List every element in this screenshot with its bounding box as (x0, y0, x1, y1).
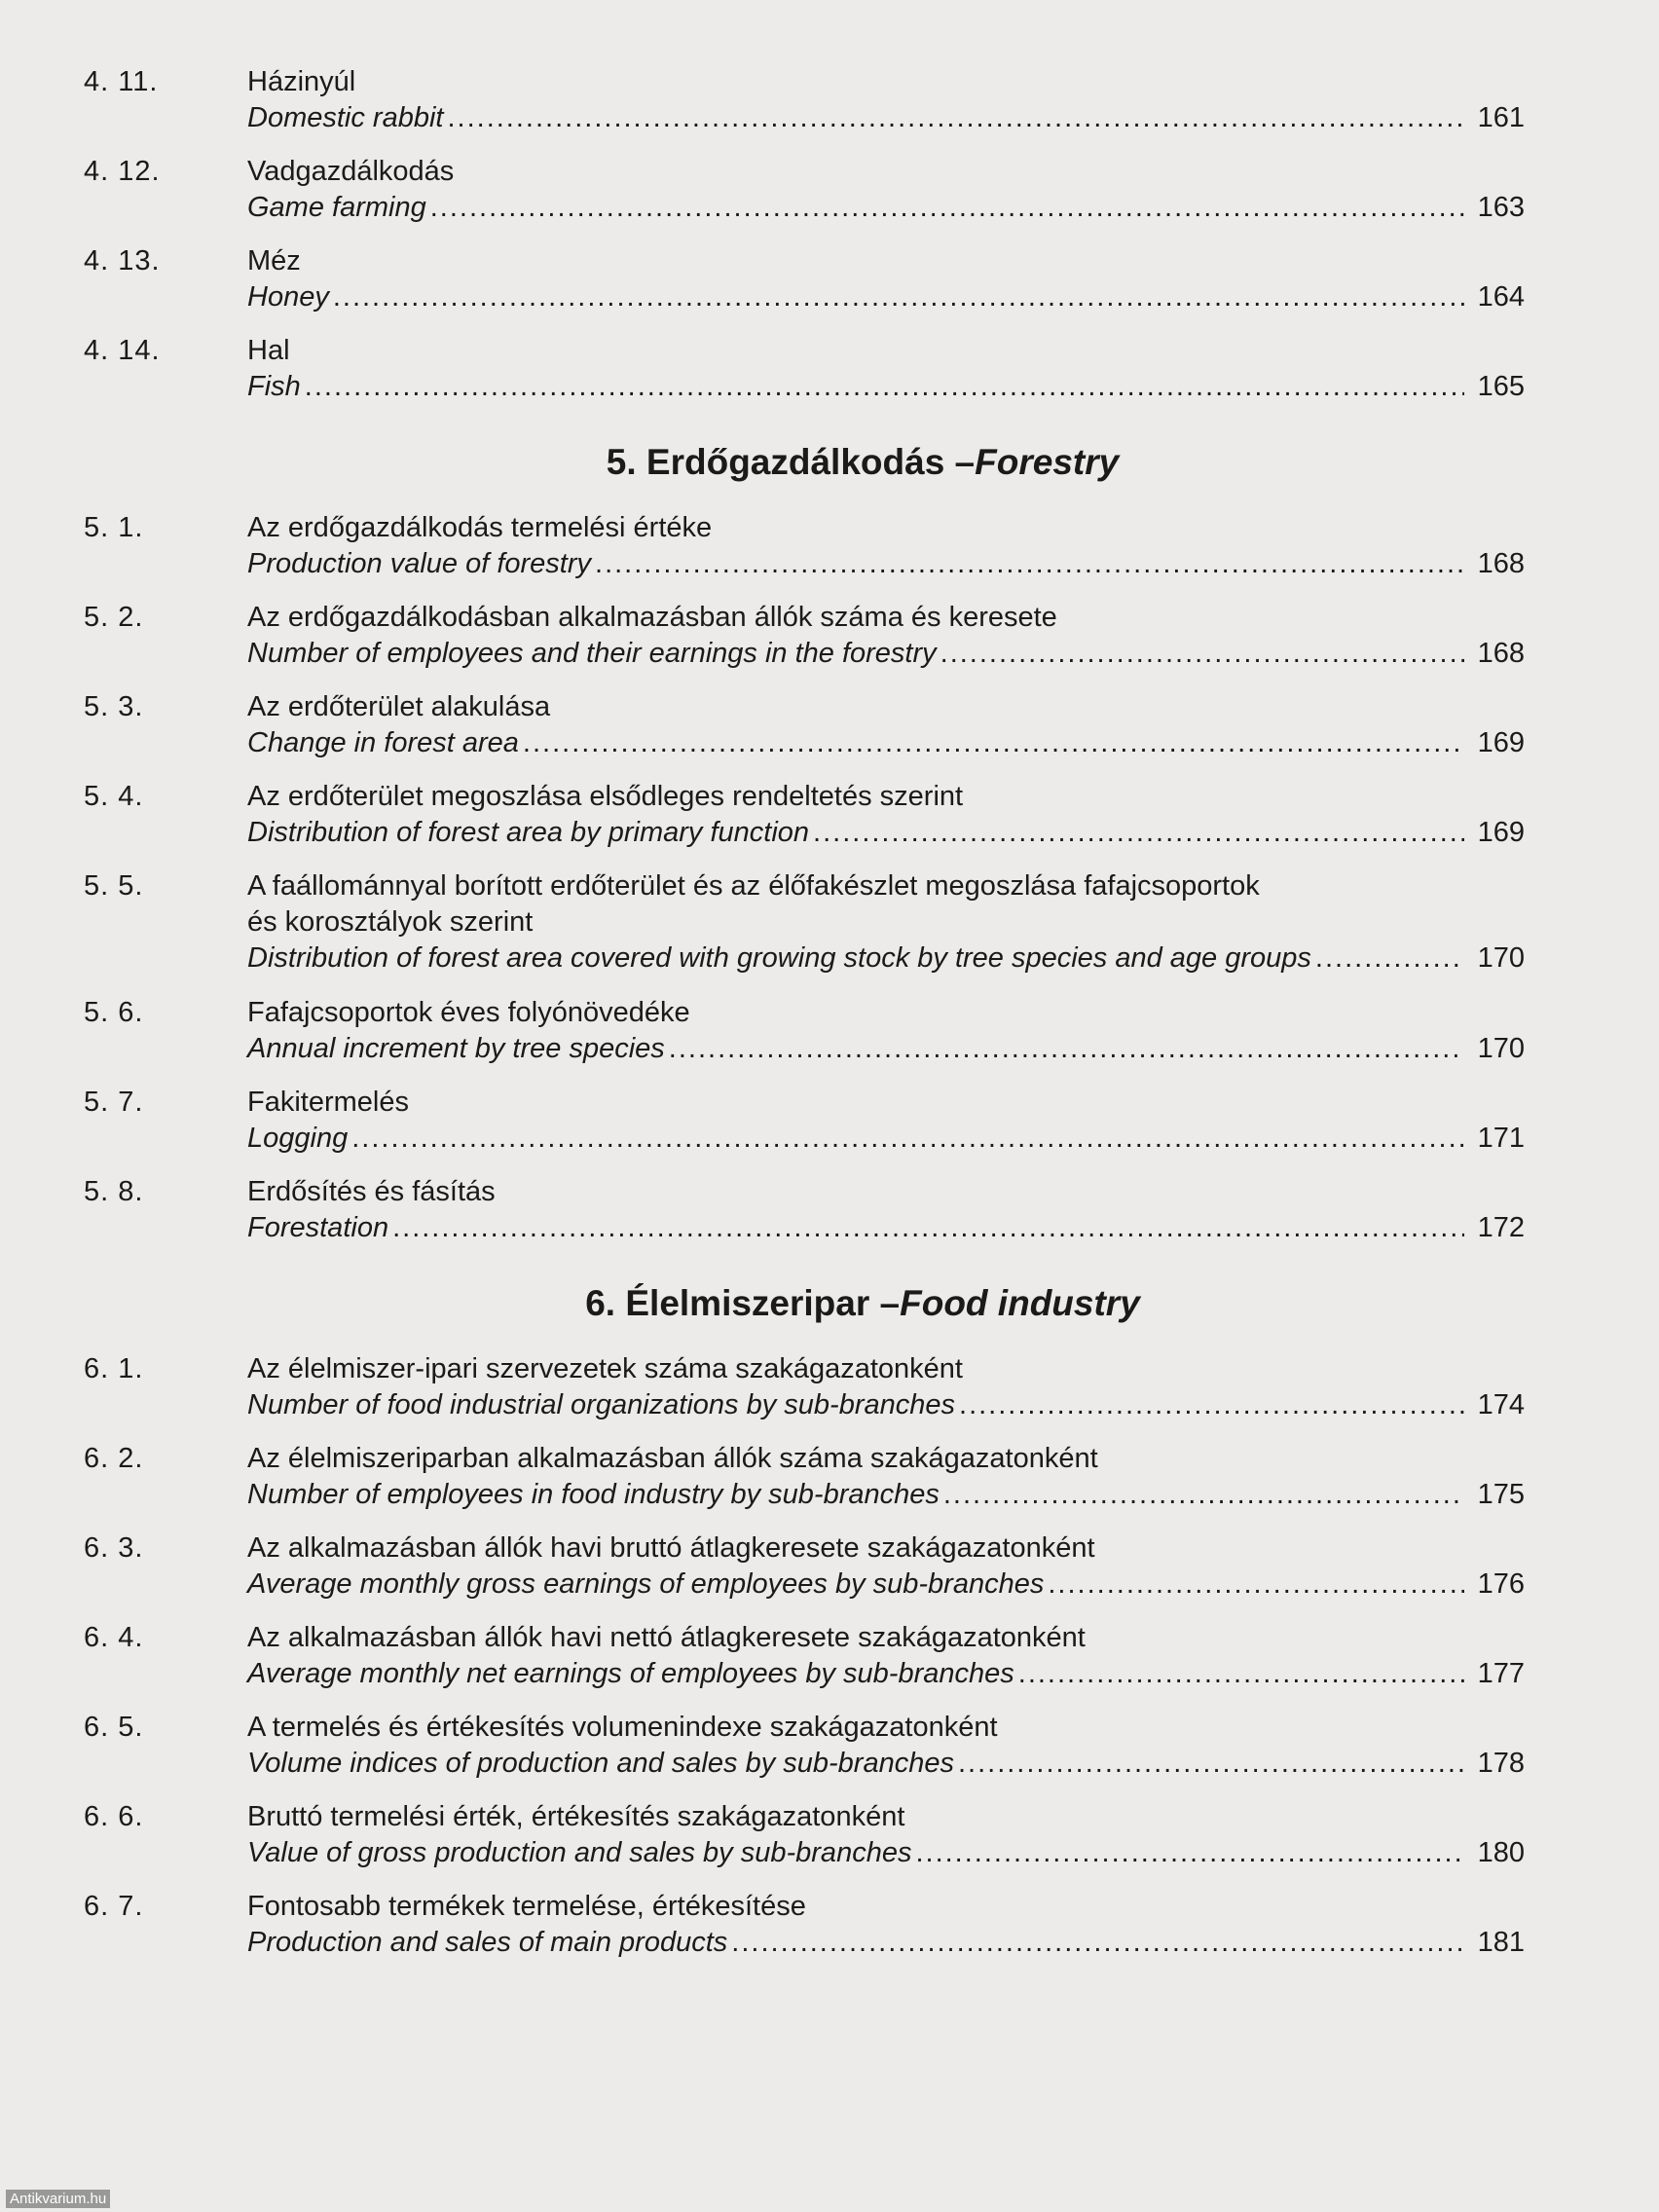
entry-text (247, 1441, 1525, 1513)
entry-title-hu: Az élelmiszeriparban alkalmazásban állók száma szakágazatonként (247, 1443, 1098, 1474)
entry-number: 5. 2. (84, 602, 144, 633)
toc-entry (84, 329, 1525, 419)
entry-title-en-row (247, 1210, 1525, 1246)
entry-title-hu: Az erdőgazdálkodás termelési értéke (247, 512, 713, 543)
leader-dots (1315, 940, 1464, 977)
entry-title-hu: Méz (247, 245, 301, 276)
entry-page-number: 170 (1477, 1033, 1525, 1064)
entry-number: 4. 13. (84, 245, 161, 276)
entry-text (247, 1710, 1525, 1782)
leader-dots (333, 279, 1464, 315)
entry-title-en-row (247, 1567, 1525, 1603)
entry-number: 4. 14. (84, 335, 161, 366)
section-prefix: 6. Élelmiszeripar – (585, 1283, 901, 1323)
leader-dots (958, 1746, 1464, 1782)
entry-title-en: Domestic rabbit (247, 102, 444, 133)
entry-title-en-row (247, 100, 1525, 136)
entry-title-en-row (247, 725, 1525, 761)
entry-title-en-row (247, 190, 1525, 226)
entry-title-hu: Fontosabb termékek termelése, értékesítése (247, 1891, 806, 1922)
entry-page-number: 171 (1477, 1123, 1525, 1154)
toc-entry (84, 1347, 1525, 1437)
entry-number: 6. 5. (84, 1712, 144, 1743)
toc-entry (84, 1616, 1525, 1706)
entry-text (247, 243, 1525, 315)
entry-title-hu: Az alkalmazásban állók havi bruttó átlagkeresete szakágazatonként (247, 1532, 1095, 1564)
entry-title-en: Number of food industrial organizations by sub-branches (247, 1389, 956, 1420)
entry-title-en-row (247, 1387, 1525, 1423)
leader-dots (940, 636, 1464, 672)
toc-entry (84, 1170, 1525, 1260)
toc-entry (84, 150, 1525, 240)
leader-dots (595, 546, 1464, 582)
leader-dots (915, 1835, 1464, 1871)
entry-number: 5. 4. (84, 781, 144, 812)
entry-number: 5. 8. (84, 1176, 144, 1207)
entry-number: 4. 12. (84, 156, 161, 187)
entry-text (247, 600, 1525, 672)
table-of-contents (84, 60, 1525, 1974)
entry-text (247, 333, 1525, 405)
entry-title-hu: Az erdőterület megoszlása elsődleges rendeltetés szerint (247, 781, 964, 812)
entry-group-5 (84, 506, 1525, 1260)
entry-title-en: Distribution of forest area by primary function (247, 817, 810, 848)
entry-text (247, 1530, 1525, 1603)
entry-text (247, 868, 1525, 977)
entry-text (247, 1174, 1525, 1246)
leader-dots (731, 1925, 1464, 1961)
section-heading-food-industry (84, 1260, 1525, 1347)
entry-page-number: 175 (1477, 1479, 1525, 1510)
entry-page-number: 164 (1477, 281, 1525, 313)
leader-dots (959, 1387, 1464, 1423)
entry-page-number: 178 (1477, 1748, 1525, 1779)
entry-title-hu: Az élelmiszer-ipari szervezetek száma szakágazatonként (247, 1353, 963, 1384)
entry-title-en-row (247, 369, 1525, 405)
section-heading-forestry (84, 419, 1525, 506)
entry-number: 5. 7. (84, 1087, 144, 1118)
toc-entry (84, 685, 1525, 775)
entry-page-number: 177 (1477, 1658, 1525, 1689)
leader-dots (669, 1031, 1464, 1067)
toc-entry (84, 1795, 1525, 1885)
toc-entry (84, 1437, 1525, 1527)
entry-title-en-row (247, 1031, 1525, 1067)
entry-text (247, 510, 1525, 582)
entry-title-en-row (247, 546, 1525, 582)
entry-page-number: 169 (1477, 817, 1525, 848)
leader-dots (351, 1121, 1464, 1157)
entry-title-hu: Az erdőterület alakulása (247, 691, 551, 722)
entry-title-en: Logging (247, 1123, 349, 1154)
entry-title-en-row (247, 1656, 1525, 1692)
entry-page-number: 165 (1477, 371, 1525, 402)
entry-title-en-row (247, 940, 1525, 977)
entry-number: 6. 6. (84, 1801, 144, 1832)
entry-title-en: Production value of forestry (247, 548, 592, 579)
leader-dots (430, 190, 1464, 226)
entry-page-number: 170 (1477, 942, 1525, 974)
toc-entry (84, 240, 1525, 329)
leader-dots (447, 100, 1464, 136)
entry-title-en: Value of gross production and sales by sub-branches (247, 1837, 912, 1868)
entry-title-hu: Bruttó termelési érték, értékesítés szakágazatonként (247, 1801, 905, 1832)
entry-number: 5. 3. (84, 691, 144, 722)
entry-group-6 (84, 1347, 1525, 1974)
toc-entry (84, 1706, 1525, 1795)
leader-dots (1048, 1567, 1464, 1603)
entry-title-hu: Hal (247, 335, 290, 366)
entry-number: 6. 4. (84, 1622, 144, 1653)
entry-number: 5. 5. (84, 870, 144, 902)
entry-title-en-row (247, 1746, 1525, 1782)
entry-title-en: Honey (247, 281, 329, 313)
entry-text (247, 689, 1525, 761)
entry-title-en: Average monthly gross earnings of employees by sub-branches (247, 1568, 1045, 1600)
entry-title-en: Production and sales of main products (247, 1927, 728, 1958)
entry-title-en: Number of employees and their earnings in the forestry (247, 638, 937, 669)
entry-page-number: 169 (1477, 727, 1525, 758)
entry-text (247, 64, 1525, 136)
entry-text (247, 1085, 1525, 1157)
entry-page-number: 168 (1477, 638, 1525, 669)
section-prefix: 5. Erdőgazdálkodás – (606, 442, 976, 482)
entry-title-en: Fish (247, 371, 301, 402)
entry-text (247, 1799, 1525, 1871)
entry-number: 5. 1. (84, 512, 144, 543)
entry-number: 6. 1. (84, 1353, 144, 1384)
section-title-en: Food industry (900, 1283, 1140, 1323)
entry-page-number: 181 (1477, 1927, 1525, 1958)
section-title-en: Forestry (975, 442, 1120, 482)
toc-entry (84, 506, 1525, 596)
entry-title-en: Change in forest area (247, 727, 519, 758)
toc-entry (84, 60, 1525, 150)
entry-page-number: 168 (1477, 548, 1525, 579)
entry-text (247, 995, 1525, 1067)
entry-title-en-row (247, 1121, 1525, 1157)
entry-group-4 (84, 60, 1525, 419)
entry-title-hu: A termelés és értékesítés volumenindexe szakágazatonként (247, 1712, 998, 1743)
entry-number: 4. 11. (84, 66, 159, 97)
entry-title-en: Game farming (247, 192, 426, 223)
toc-entry (84, 596, 1525, 685)
entry-title-hu: Erdősítés és fásítás (247, 1176, 496, 1207)
entry-page-number: 163 (1477, 192, 1525, 223)
entry-page-number: 174 (1477, 1389, 1525, 1420)
entry-text (247, 1351, 1525, 1423)
leader-dots (523, 725, 1464, 761)
leader-dots (305, 369, 1464, 405)
entry-title-hu: A faállománnyal borított erdőterület és az élőfakészlet megoszlása fafajcsoportok (247, 870, 1260, 902)
entry-title-en: Volume indices of production and sales by sub-branches (247, 1748, 954, 1779)
entry-page-number: 172 (1477, 1212, 1525, 1243)
leader-dots (1018, 1656, 1464, 1692)
toc-entry (84, 1885, 1525, 1974)
entry-title-en-row (247, 279, 1525, 315)
toc-entry (84, 991, 1525, 1081)
entry-title-en: Annual increment by tree species (247, 1033, 665, 1064)
watermark: Antikvarium.hu (6, 2190, 110, 2208)
entry-title-en: Forestation (247, 1212, 389, 1243)
entry-title-hu: Fafajcsoportok éves folyónövedéke (247, 997, 690, 1028)
toc-entry (84, 1527, 1525, 1616)
toc-entry (84, 1081, 1525, 1170)
toc-entry (84, 865, 1525, 991)
entry-page-number: 176 (1477, 1568, 1525, 1600)
entry-title-hu: Vadgazdálkodás (247, 156, 455, 187)
entry-text (247, 1620, 1525, 1692)
entry-number: 6. 7. (84, 1891, 144, 1922)
entry-title-hu: Házinyúl (247, 66, 356, 97)
entry-title-en-row (247, 1477, 1525, 1513)
entry-title-en-row (247, 636, 1525, 672)
entry-title-hu: Fakitermelés (247, 1087, 409, 1118)
leader-dots (392, 1210, 1464, 1246)
entry-page-number: 180 (1477, 1837, 1525, 1868)
entry-text (247, 1889, 1525, 1961)
toc-entry (84, 775, 1525, 865)
entry-title-en-row (247, 1835, 1525, 1871)
entry-title-hu: Az alkalmazásban állók havi nettó átlagkeresete szakágazatonként (247, 1622, 1086, 1653)
entry-title-en: Number of employees in food industry by sub-branches (247, 1479, 940, 1510)
entry-title-en: Average monthly net earnings of employees by sub-branches (247, 1658, 1014, 1689)
entry-number: 5. 6. (84, 997, 144, 1028)
entry-title-hu: Az erdőgazdálkodásban alkalmazásban állók száma és keresete (247, 602, 1057, 633)
entry-title-en: Distribution of forest area covered with growing stock by tree species and age groups (247, 942, 1311, 974)
entry-title-hu-continued: és korosztályok szerint (247, 906, 534, 938)
leader-dots (813, 815, 1464, 851)
leader-dots (943, 1477, 1464, 1513)
entry-text (247, 154, 1525, 226)
entry-text (247, 779, 1525, 851)
entry-number: 6. 2. (84, 1443, 144, 1474)
entry-title-en-row (247, 815, 1525, 851)
entry-number: 6. 3. (84, 1532, 144, 1564)
entry-title-en-row (247, 1925, 1525, 1961)
entry-page-number: 161 (1477, 102, 1525, 133)
